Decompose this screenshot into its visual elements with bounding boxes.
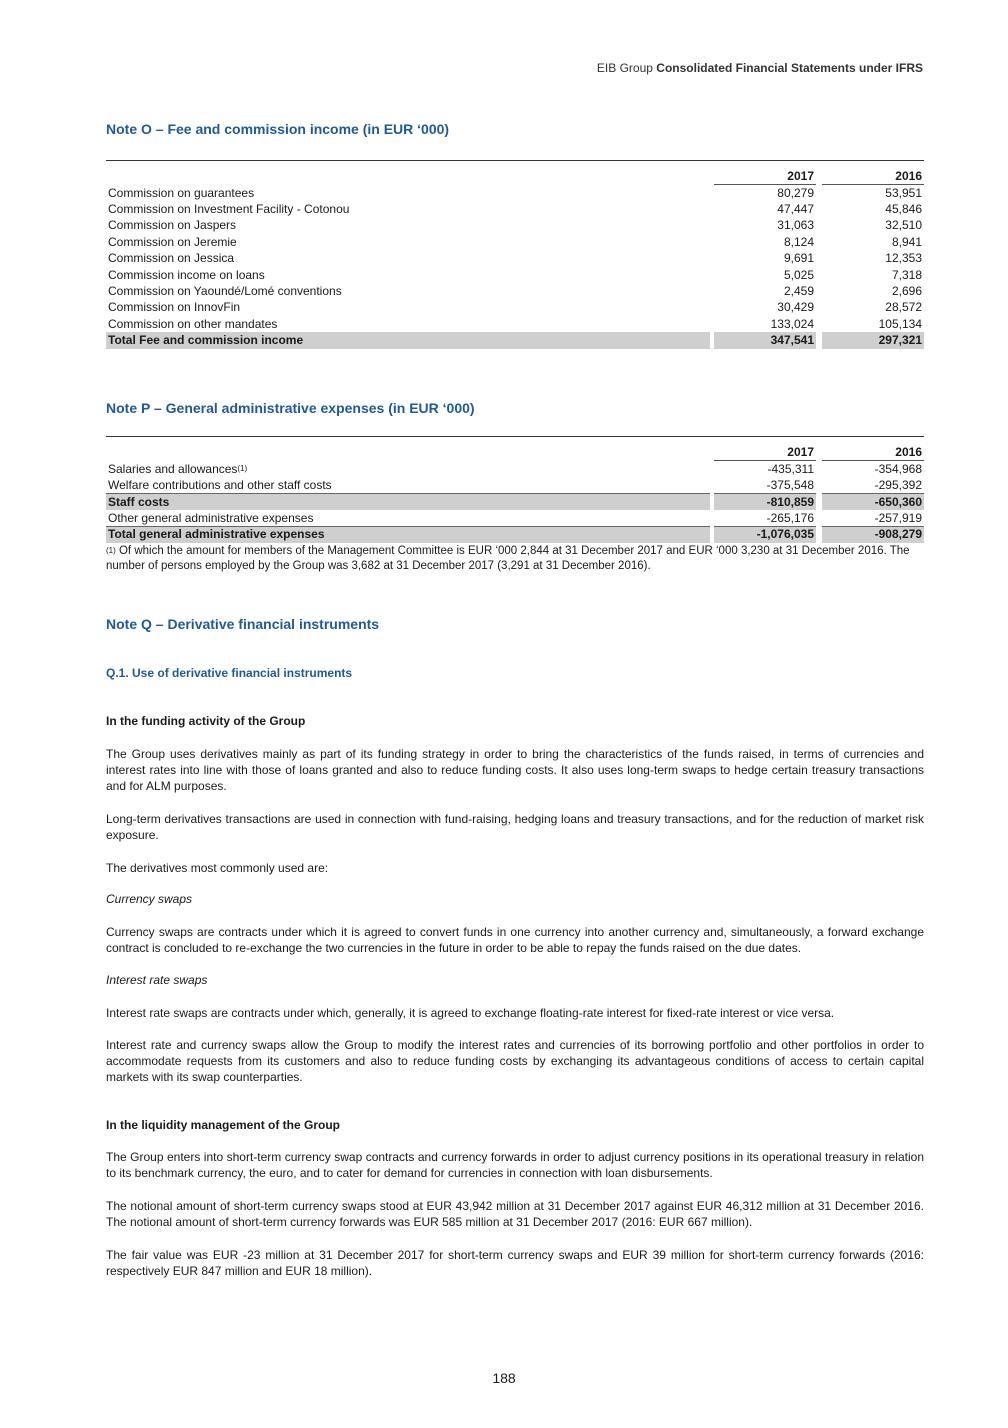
page-header <box>597 61 923 75</box>
row-value-2016: -295,392 <box>822 477 924 493</box>
footnote-text: Of which the amount for members of the Management Committee is EUR ‘000 2,844 at 31 December 2017 and EUR ‘000 3,230 at 31 December 2016. The number of persons employed by the Group was 3,682 at 31 December 2017 (3,291 at 31 December 2016). <box>106 545 910 572</box>
column-header-2016: 2016 <box>822 445 924 461</box>
row-label: Commission on InnovFin <box>108 300 241 315</box>
row-value-2016: 45,846 <box>885 201 922 216</box>
row-label: Welfare contributions and other staff costs <box>106 477 710 493</box>
row-value-2016: -650,360 <box>822 494 924 510</box>
table-row <box>106 300 924 316</box>
section-heading-liquidity: In the liquidity management of the Group <box>106 1118 341 1132</box>
table-row <box>106 461 924 477</box>
paragraph: The derivatives most commonly used are: <box>106 861 329 875</box>
table-row <box>106 477 924 493</box>
table-row <box>106 316 924 332</box>
section-heading-funding: In the funding activity of the Group <box>106 714 306 728</box>
row-label: Commission income on loans <box>108 267 265 282</box>
row-value-2017: 30,429 <box>777 300 814 315</box>
row-label: Commission on Yaoundé/Lomé conventions <box>108 283 342 298</box>
table-row <box>106 267 924 283</box>
row-value-2017: 9,691 <box>783 251 814 266</box>
table-row <box>106 510 924 526</box>
row-value-2016: 8,941 <box>891 234 922 249</box>
row-label: Commission on guarantees <box>108 185 255 200</box>
table-row <box>106 218 924 234</box>
table-total-row <box>106 526 924 542</box>
paragraph: Currency swaps are contracts under which it is agreed to convert funds in one currency into another currency and, simultaneously, a forward exchange contract is concluded to re-exchange the two currencies in the future in order to be able to repay the funds raised on the due dates. <box>106 925 924 955</box>
footnote-marker: (1) <box>106 546 116 555</box>
paragraph: Interest rate swaps are contracts under which, generally, it is agreed to exchange floating-rate interest for fixed-rate interest or vice versa. <box>106 1006 835 1020</box>
note-o-title: Note O – Fee and commission income (in EUR ‘000) <box>106 121 450 137</box>
table-row <box>106 185 924 201</box>
total-value-2017: -1,076,035 <box>714 526 816 542</box>
row-value-2016: 32,510 <box>885 218 922 233</box>
admin-expenses-table <box>106 436 924 543</box>
row-value-2017: 5,025 <box>783 267 814 282</box>
row-value-2016: 7,318 <box>891 267 922 282</box>
subtotal-row <box>106 494 924 510</box>
page-number: 188 <box>492 1370 516 1386</box>
row-label: Commission on other mandates <box>108 316 278 331</box>
paragraph: The Group uses derivatives mainly as part of its funding strategy in order to bring the characteristics of the funds raised, in terms of currencies and interest rates into line with those of loans granted and also to reduce funding costs. It also uses long-term swaps to hedge certain treasury transactions and for ALM purposes. <box>106 747 924 793</box>
table-total-row <box>106 332 924 348</box>
row-label: Commission on Investment Facility - Cotonou <box>108 201 350 216</box>
column-header-2017: 2017 <box>714 169 816 185</box>
section-subtitle: Q.1. Use of derivative financial instruments <box>106 666 353 680</box>
footnote <box>106 544 924 574</box>
row-label: Staff costs <box>106 494 710 510</box>
row-value-2017: -375,548 <box>714 477 816 493</box>
row-value-2016: -257,919 <box>822 510 924 526</box>
row-value-2017: 80,279 <box>777 185 814 200</box>
row-value-2016: 105,134 <box>878 316 922 331</box>
row-value-2017: 133,024 <box>770 316 814 331</box>
row-label: Commission on Jeremie <box>108 234 237 249</box>
row-value-2017: 31,063 <box>777 218 814 233</box>
total-value-2016: 297,321 <box>822 332 924 348</box>
table-row <box>106 283 924 299</box>
header-title: Consolidated Financial Statements under IFRS <box>656 61 923 75</box>
row-value-2017: -435,311 <box>767 461 814 476</box>
row-value-2016: 12,353 <box>885 251 922 266</box>
paragraph: The Group enters into short-term currency swap contracts and currency forwards in order to adjust currency positions in its operational treasury in relation to its benchmark currency, the euro, and to cater for demand for currencies in connection with loan disbursements. <box>106 1150 924 1180</box>
column-header-2017: 2017 <box>714 445 816 461</box>
total-value-2016: -908,279 <box>822 526 924 542</box>
row-label: Salaries and allowances <box>108 461 238 476</box>
row-label: Other general administrative expenses <box>106 510 710 526</box>
total-label: Total Fee and commission income <box>106 332 710 348</box>
paragraph: Interest rate and currency swaps allow the Group to modify the interest rates and currencies of its borrowing portfolio and other portfolios in order to accommodate requests from its customers and also to reduce funding costs by exchanging its advantageous conditions of access to certain capital markets with its swap counterparties. <box>106 1038 924 1084</box>
row-value-2017: 2,459 <box>783 283 814 298</box>
note-p-title: Note P – General administrative expenses (in EUR ‘000) <box>106 400 475 416</box>
paragraph: Long-term derivatives transactions are used in connection with fund-raising, hedging loans and treasury transactions, and for the reduction of market risk exposure. <box>106 812 924 842</box>
paragraph: The notional amount of short-term currency swaps stood at EUR 43,942 million at 31 December 2017 against EUR 46,312 million at 31 December 2016. The notional amount of short-term currency forwards was EUR 585 million at 31 December 2017 (2016: EUR 667 million). <box>106 1199 924 1229</box>
row-value-2016: 28,572 <box>885 300 922 315</box>
total-label: Total general administrative expenses <box>106 526 710 542</box>
row-value-2016: -354,968 <box>874 461 922 476</box>
italic-heading-interest-rate-swaps: Interest rate swaps <box>106 973 208 987</box>
table-row <box>106 201 924 217</box>
column-header-2016: 2016 <box>822 169 924 185</box>
row-value-2016: 53,951 <box>885 185 922 200</box>
total-value-2017: 347,541 <box>714 332 816 348</box>
row-value-2017: 47,447 <box>777 201 814 216</box>
row-label: Commission on Jessica <box>108 251 235 266</box>
fee-commission-table <box>106 160 924 349</box>
header-prefix: EIB Group <box>596 61 653 75</box>
row-value-2017: 8,124 <box>783 234 814 249</box>
note-q-title: Note Q – Derivative financial instruments <box>106 616 380 632</box>
italic-heading-currency-swaps: Currency swaps <box>106 892 193 906</box>
row-label: Commission on Jaspers <box>108 218 237 233</box>
footnote-marker: (1) <box>237 463 248 473</box>
row-value-2016: 2,696 <box>891 283 922 298</box>
row-value-2017: -810,859 <box>714 494 816 510</box>
table-row <box>106 234 924 250</box>
paragraph: The fair value was EUR -23 million at 31 December 2017 for short-term currency swaps and EUR 39 million for short-term currency forwards (2016: respectively EUR 847 million and EUR 18 million). <box>106 1248 924 1278</box>
table-row <box>106 250 924 266</box>
row-value-2017: -265,176 <box>714 510 816 526</box>
